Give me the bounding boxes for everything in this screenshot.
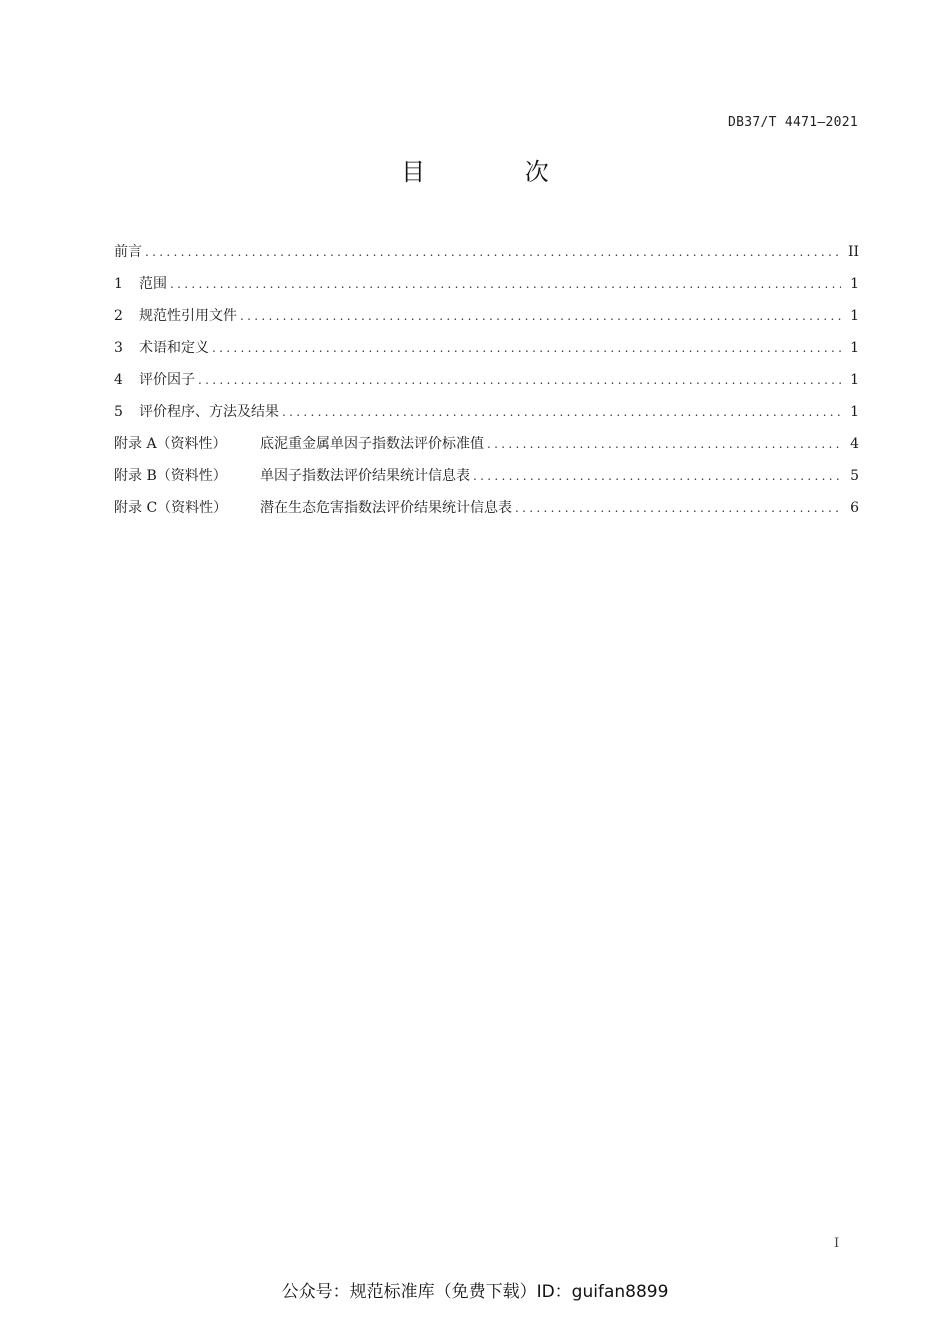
toc-leader-dots [515,492,841,524]
toc-appendix-label: 附录 A（资料性） [114,436,227,452]
toc-page-number: 6 [850,500,859,516]
table-of-contents [114,236,859,524]
toc-page-number: 1 [850,340,859,356]
toc-appendix-label: 附录 B（资料性） [114,468,227,484]
toc-entry-text: 底泥重金属单因子指数法评价标准值 [260,436,484,452]
toc-page-number: 1 [850,276,859,292]
document-code: DB37/T 4471—2021 [727,115,858,130]
toc-leader-dots [212,332,841,364]
toc-entry-text: 范围 [139,276,167,292]
toc-section-number: 2 [114,308,123,324]
toc-entry-evaluation-factors[interactable] [114,364,859,396]
toc-entry-appendix-c[interactable] [114,492,859,524]
toc-entry-text: 评价因子 [139,372,195,388]
toc-entry-appendix-a[interactable] [114,428,859,460]
toc-title: 目 次 [401,158,595,186]
toc-entry-text: 潜在生态危害指数法评价结果统计信息表 [260,500,512,516]
toc-leader-dots [240,300,841,332]
toc-section-number: 4 [114,372,123,388]
toc-page-number: 1 [850,404,859,420]
toc-entry-text: 评价程序、方法及结果 [139,404,279,420]
toc-entry-scope[interactable] [114,268,859,300]
toc-entry-text: 术语和定义 [139,340,209,356]
toc-entry-text: 规范性引用文件 [139,308,237,324]
toc-leader-dots [487,428,841,460]
toc-leader-dots [198,364,841,396]
toc-entry-terms-definitions[interactable] [114,332,859,364]
toc-page-number: 5 [850,468,859,484]
toc-entry-appendix-b[interactable] [114,460,859,492]
toc-page-number: II [847,244,859,260]
toc-section-number: 1 [114,276,123,292]
toc-entry-text: 前言 [114,244,142,260]
toc-leader-dots [473,460,841,492]
toc-entry-evaluation-procedure[interactable] [114,396,859,428]
toc-section-number: 5 [114,404,123,420]
page-number: I [834,1236,840,1251]
toc-appendix-label: 附录 C（资料性） [114,500,228,516]
toc-entry-normative-references[interactable] [114,300,859,332]
toc-page-number: 4 [850,436,859,452]
toc-page-number: 1 [850,372,859,388]
toc-page-number: 1 [850,308,859,324]
toc-section-number: 3 [114,340,123,356]
toc-leader-dots [145,236,841,268]
toc-leader-dots [170,268,841,300]
toc-leader-dots [282,396,841,428]
toc-entry-foreword[interactable] [114,236,859,268]
toc-entry-text: 单因子指数法评价结果统计信息表 [260,468,470,484]
watermark-footer: 公众号：规范标准库（免费下载）ID：guifan8899 [281,1282,669,1302]
